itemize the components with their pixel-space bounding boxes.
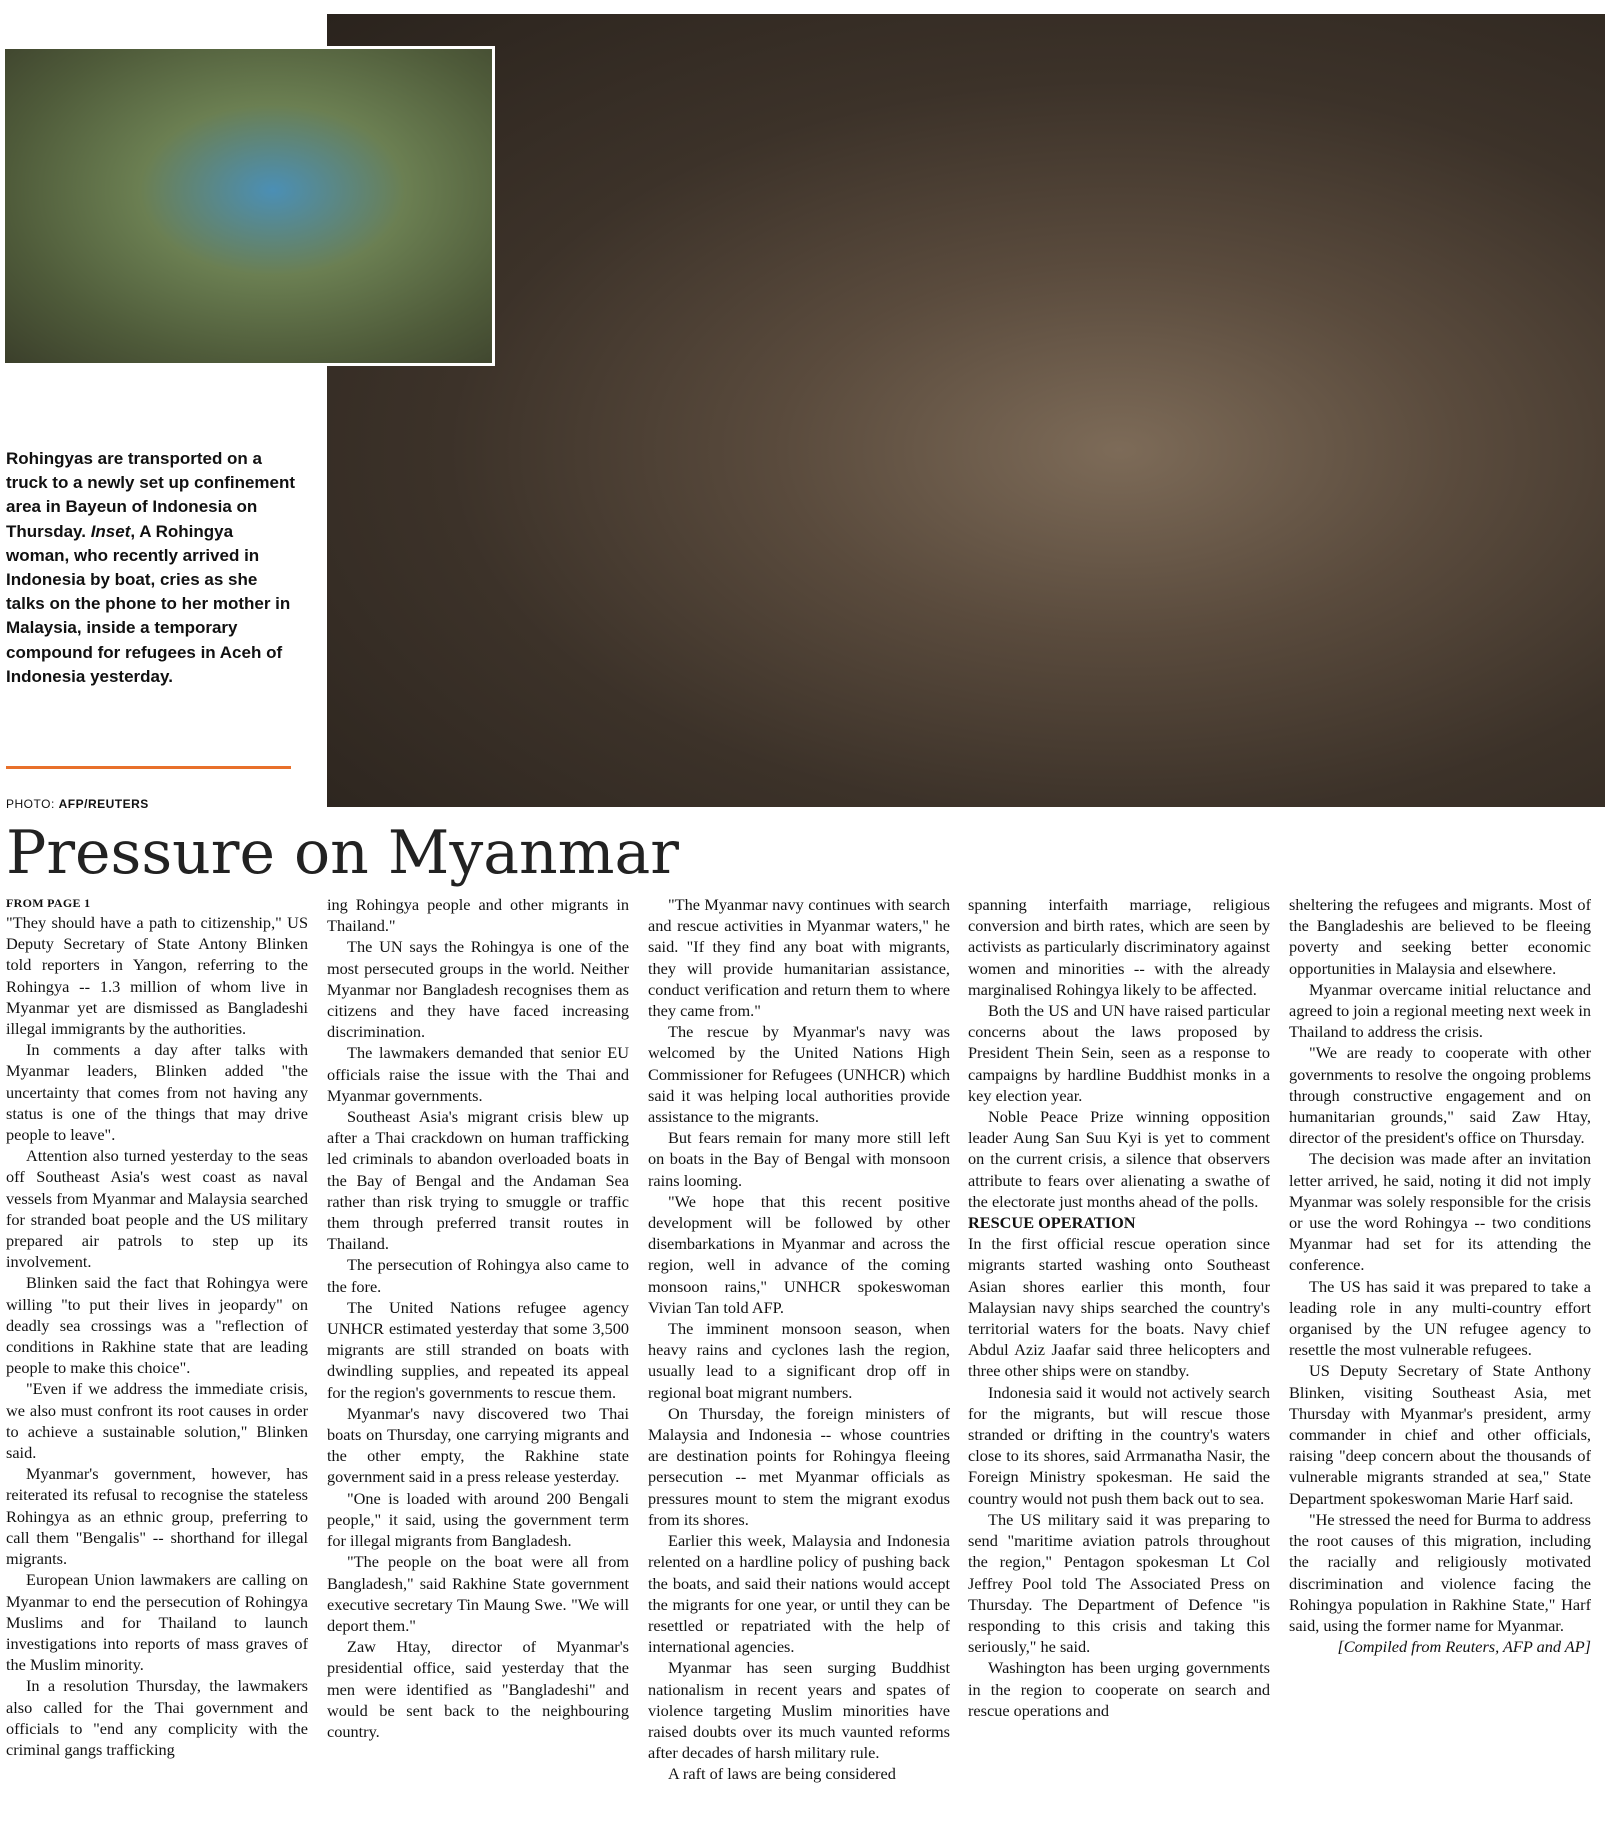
caption-inset-word: Inset	[90, 521, 131, 541]
paragraph: Southeast Asia's migrant crisis blew up after a Thai crackdown on human trafficking led criminals to abandon overloaded boats in the Bay of Bengal and the Andaman Sea rather than risk trying to smuggle or traffic them through preferred transit routes in Thailand.	[327, 1107, 629, 1254]
paragraph: "We are ready to cooperate with other governments to resolve the ongoing problems through constructive engagement and on humanitarian grounds," said Zaw Htay, director of the president's office on Thursday.	[1289, 1043, 1591, 1148]
column-2-paragraphs	[327, 936, 629, 1742]
column-2-continuation: ing Rohingya people and other migrants in Thailand."	[327, 895, 629, 936]
paragraph: Both the US and UN have raised particular concerns about the laws proposed by President Thein Sein, seen as a response to campaigns by hardline Buddhist monks in a key election year.	[968, 1001, 1270, 1105]
main-photo-rohingya-truck	[327, 14, 1605, 807]
paragraph: "He stressed the need for Burma to address the root causes of this migration, including the racially and religiously motivated discrimination and violence facing the Rohingya population in Rakhine State," Harf said, using the former name for Myanmar.	[1289, 1509, 1591, 1635]
paragraph: On Thursday, the foreign ministers of Malaysia and Indonesia -- whose countries are destination points for Rohingya fleeing persecution -- met Myanmar officials as pressures mount to stem the migrant exodus from its shores.	[648, 1403, 950, 1529]
paragraph: Myanmar has seen surging Buddhist nationalism in recent years and spates of violence targeting Muslim minorities have raised doubts over its much vaunted reforms after decades of harsh military rule.	[648, 1658, 950, 1763]
kicker-from-page: FROM PAGE 1	[6, 896, 91, 910]
photo-credit-source: AFP/REUTERS	[58, 797, 149, 811]
column-5-paragraphs	[1289, 979, 1591, 1636]
paragraph: "We hope that this recent positive development will be followed by other disembarkations in Myanmar and across the region, well in advance of the coming monsoon rains," UNHCR spokeswoman Vivian Tan told AFP.	[648, 1191, 950, 1317]
column-4-lead: In the first official rescue operation since migrants started washing onto Southeast Asian shores earlier this month, four Malaysian navy ships searched the country's territorial waters for the boats. Navy chief Abdul Aziz Jaafar said three helicopters and three other ships were on standby.	[968, 1234, 1270, 1381]
paragraph: Indonesia said it would not actively search for the migrants, but will rescue those stranded or drifting in the country's waters close to its shores, said Arrmanatha Nasir, the Foreign Ministry spokesman. He said the country would not push them back out to sea.	[968, 1382, 1270, 1508]
column-3-paragraphs	[648, 894, 950, 1785]
column-4-continuation: spanning interfaith marriage, religious conversion and birth rates, which are seen by activists as particularly discriminatory against women and minorities -- with the already marginalised Rohingya likely to be affected.	[968, 895, 1270, 999]
photo-credit-label: PHOTO:	[6, 797, 55, 811]
paragraph: But fears remain for many more still left on boats in the Bay of Bengal with monsoon rains looming.	[648, 1128, 950, 1190]
paragraph: In a resolution Thursday, the lawmakers also called for the Thai government and officials to "end any complicity with the criminal gangs trafficking	[6, 1676, 308, 1759]
caption-text-2: , A Rohingya woman, who recently arrived in Indonesia by boat, cries as she talks on the phone to her mother in Malaysia, inside a temporary compound for refugees in Aceh of Indonesia yesterday.	[6, 521, 291, 686]
paragraph: A raft of laws are being considered	[668, 1764, 896, 1784]
paragraph: The lawmakers demanded that senior EU officials raise the issue with the Thai and Myanmar governments.	[327, 1043, 629, 1105]
paragraph: The US has said it was prepared to take a leading role in any multi-country effort organised by the UN refugee agency to resettle the most vulnerable refugees.	[1289, 1276, 1591, 1360]
compiled-credit: [Compiled from Reuters, AFP and AP]	[1337, 1637, 1591, 1657]
paragraph: Myanmar's government, however, has reiterated its refusal to recognise the stateless Rohingya as an ethnic group, preferring to call them "Bengalis" -- shorthand for illegal migrants.	[6, 1464, 308, 1569]
paragraph: "One is loaded with around 200 Bengali people," it said, using the government term for illegal migrants from Bangladesh.	[327, 1488, 629, 1551]
article-headline: Pressure on Myanmar	[6, 818, 679, 888]
paragraph: The imminent monsoon season, when heavy rains and cyclones lash the region, usually lead to a significant drop off in regional boat migrant numbers.	[648, 1319, 950, 1402]
inset-photo-rohingya-woman	[2, 46, 495, 366]
article-column-2	[327, 894, 629, 1824]
paragraph: In comments a day after talks with Myanmar leaders, Blinken added "the uncertainty that comes from not having any status is one of the things that may drive people to leave".	[6, 1040, 308, 1145]
article-column-4	[968, 894, 1270, 1824]
paragraph: Myanmar overcame initial reluctance and agreed to join a regional meeting next week in Thailand to address the crisis.	[1289, 979, 1591, 1042]
paragraph: Washington has been urging governments in the region to cooperate on search and rescue operations and	[968, 1658, 1270, 1720]
paragraph: Zaw Htay, director of Myanmar's presidential office, said yesterday that the men were identified as "Bangladeshi" and would be sent back to the neighbouring country.	[327, 1637, 629, 1741]
column-4-paragraphs-b	[968, 1382, 1270, 1721]
photo-caption	[6, 447, 296, 689]
paragraph: Earlier this week, Malaysia and Indonesia relented on a hardline policy of pushing back the boats, and said their nations would accept the migrants for one year, or until they can be resettled or repatriated with the help of international agencies.	[648, 1531, 950, 1657]
subhead-rescue-operation: RESCUE OPERATION	[968, 1213, 1136, 1233]
paragraph: The United Nations refugee agency UNHCR estimated yesterday that some 3,500 migrants are still stranded on boats with dwindling supplies, and repeated its appeal for the region's governments to rescue them.	[327, 1297, 629, 1402]
caption-text-1: Rohingyas are transported on a truck to a newly set up confinement area in Bayeun of Indonesia on Thursday.	[6, 449, 296, 541]
column-4-paragraphs-a	[968, 1000, 1270, 1212]
paragraph: Noble Peace Prize winning opposition leader Aung San Suu Kyi is yet to comment on the current crisis, a silence that observers attribute to fears over alienating a swathe of the electorate just months ahead of the polls.	[968, 1107, 1270, 1211]
paragraph: US Deputy Secretary of State Anthony Blinken, visiting Southeast Asia, met Thursday with Myanmar's president, army commander in chief and other officials, raising "deep concern about the thousands of vulnerable migrants stranded at sea," State Department spokeswoman Marie Harf said.	[1289, 1361, 1591, 1508]
paragraph: The UN says the Rohingya is one of the most persecuted groups in the world. Neither Myanmar nor Bangladesh recognises them as citizens and they have faced increasing discrimination.	[327, 937, 629, 1042]
column-5-continuation: sheltering the refugees and migrants. Most of the Bangladeshis are believed to be fleeing poverty and seeking better economic opportunities in Malaysia and elsewhere.	[1289, 895, 1591, 978]
paragraph: The rescue by Myanmar's navy was welcomed by the United Nations High Commissioner for Refugees (UNHCR) which said it was helping local authorities provide assistance to the migrants.	[648, 1022, 950, 1127]
paragraph: Myanmar's navy discovered two Thai boats on Thursday, one carrying migrants and the other empty, the Rakhine state government said in a press release yesterday.	[327, 1403, 629, 1487]
paragraph: Blinken said the fact that Rohingya were willing "to put their lives in jeopardy" on deadly sea crossings was a "reflection of conditions in Rakhine state that are leading people to make this choice".	[6, 1273, 308, 1378]
column-1-paragraphs	[6, 912, 308, 1760]
paragraph: European Union lawmakers are calling on Myanmar to end the persecution of Rohingya Muslims and for Thailand to launch investigations into reports of mass graves of the Muslim minority.	[6, 1570, 308, 1675]
paragraph: "The Myanmar navy continues with search and rescue activities in Myanmar waters," he said. "If they find any boat with migrants, they will provide humanitarian assistance, conduct verification and return them to where they came from."	[648, 895, 950, 1021]
paragraph: "The people on the boat were all from Bangladesh," said Rakhine State government executive secretary Tin Maung Swe. "We will deport them."	[327, 1552, 629, 1635]
paragraph: The US military said it was preparing to send "maritime aviation patrols throughout the region," Pentagon spokesman Lt Col Jeffrey Pool told The Associated Press on Thursday. The Department of Defence "is responding to this crisis and taking this seriously," he said.	[968, 1509, 1270, 1657]
article-column-5	[1289, 894, 1591, 1824]
caption-divider	[6, 766, 291, 769]
article-column-3	[648, 894, 950, 1824]
paragraph: "They should have a path to citizenship," US Deputy Secretary of State Antony Blinken told reporters in Yangon, referring to the Rohingya -- 1.3 million of whom live in Myanmar yet are dismissed as Bangladeshi illegal immigrants by the authorities.	[6, 913, 308, 1039]
article-column-1	[6, 894, 308, 1824]
photo-credit	[6, 797, 149, 811]
paragraph: "Even if we address the immediate crisis, we also must confront its root causes in order to achieve a sustainable solution," Blinken said.	[6, 1379, 308, 1463]
paragraph: Attention also turned yesterday to the seas off Southeast Asia's west coast as naval vessels from Myanmar and Malaysia searched for stranded boat people and the US military prepared air patrols to step up its involvement.	[6, 1146, 308, 1272]
paragraph: The decision was made after an invitation letter arrived, he said, noting it did not imply Myanmar was solely responsible for the crisis or use the word Rohingya -- two conditions Myanmar had set for its attending the conference.	[1289, 1149, 1591, 1275]
paragraph: The persecution of Rohingya also came to the fore.	[327, 1255, 629, 1296]
